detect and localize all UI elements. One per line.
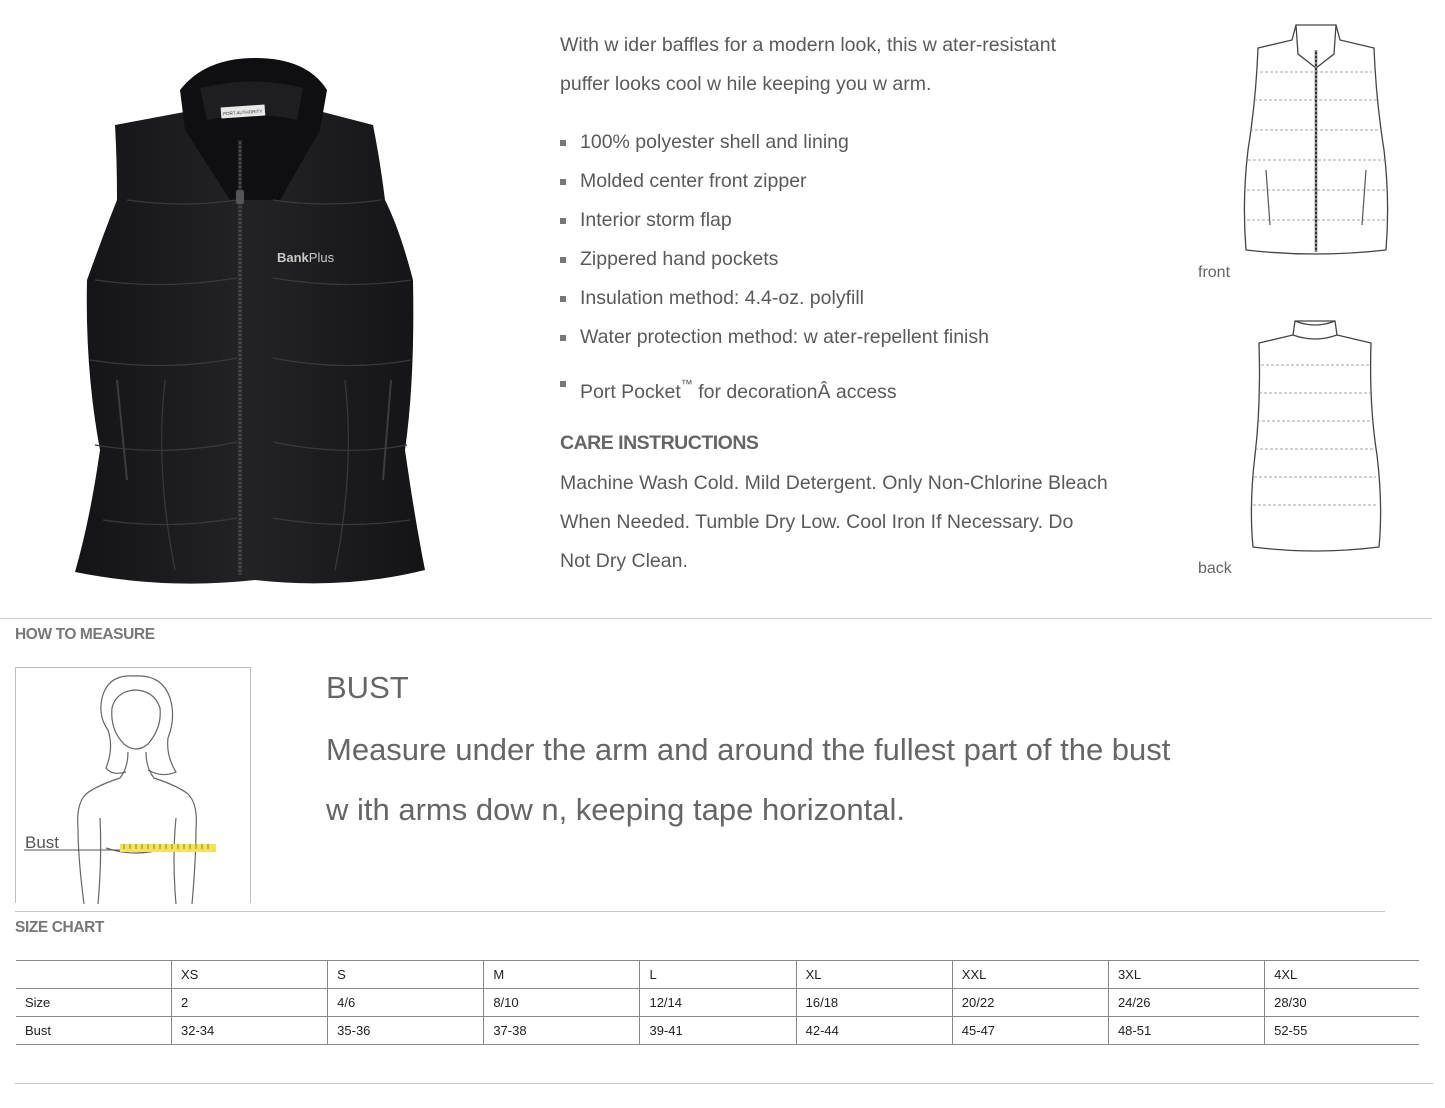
table-row (16, 1017, 1419, 1045)
table-header-cell: XXL (952, 961, 1108, 989)
table-cell: 20/22 (952, 989, 1108, 1017)
table-cell: 52-55 (1265, 1017, 1419, 1045)
care-line: Machine Wash Cold. Mild Detergent. Only Non-Chlorine Bleach (560, 472, 1108, 494)
product-description (560, 26, 1160, 104)
table-cell: 32-34 (172, 1017, 328, 1045)
table-cell: 39-41 (640, 1017, 796, 1045)
feature-item: Insulation method: 4.4-oz. polyfill (558, 279, 1178, 318)
table-header-cell: S (328, 961, 484, 989)
care-instructions (560, 464, 1160, 581)
table-header-cell: L (640, 961, 796, 989)
table-cell: 35-36 (328, 1017, 484, 1045)
table-cell: 2 (172, 989, 328, 1017)
table-cell: Bust (16, 1017, 172, 1045)
bust-instructions (326, 720, 1286, 840)
feature-list (558, 123, 1178, 407)
table-header-row (16, 961, 1419, 989)
table-header-cell (16, 961, 172, 989)
back-view-label: back (1198, 560, 1232, 577)
measure-figure (15, 667, 251, 903)
feature-item: 100% polyester shell and lining (558, 123, 1178, 162)
feature-item: Interior storm flap (558, 201, 1178, 240)
vest-front-drawing (1240, 20, 1390, 260)
table-cell: 12/14 (640, 989, 796, 1017)
size-chart-heading: SIZE CHART (15, 919, 105, 936)
front-view-label: front (1198, 264, 1231, 281)
bust-instruction-line: w ith arms dow n, keeping tape horizontal. (326, 792, 905, 827)
feature-item: Molded center front zipper (558, 162, 1178, 201)
table-cell: 16/18 (796, 989, 952, 1017)
feature-item: Zippered hand pockets (558, 240, 1178, 279)
how-to-measure-heading: HOW TO MEASURE (15, 626, 155, 643)
bust-title: BUST (326, 670, 409, 705)
section-divider (0, 618, 1432, 619)
table-header-cell: 3XL (1108, 961, 1264, 989)
table-header-cell: XS (172, 961, 328, 989)
table-cell: 24/26 (1108, 989, 1264, 1017)
table-cell: 45-47 (952, 1017, 1108, 1045)
table-cell: 8/10 (484, 989, 640, 1017)
care-heading: CARE INSTRUCTIONS (560, 432, 759, 454)
care-line: Not Dry Clean. (560, 550, 688, 572)
brand-tag: PORT AUTHORITY (222, 108, 263, 117)
table-cell: 37-38 (484, 1017, 640, 1045)
bankplus-logo: BankPlus (277, 250, 335, 265)
description-line: With w ider baffles for a modern look, this w ater-resistant (560, 34, 1057, 56)
section-divider (15, 1083, 1433, 1084)
description-line: puffer looks cool w hile keeping you w arm. (560, 73, 932, 95)
table-cell: 28/30 (1265, 989, 1419, 1017)
table-header-cell: 4XL (1265, 961, 1419, 989)
trademark-mark: ™ (680, 377, 693, 391)
vest-product-image (55, 50, 455, 595)
table-cell: 48-51 (1108, 1017, 1264, 1045)
table-header-cell: XL (796, 961, 952, 989)
table-cell: 4/6 (328, 989, 484, 1017)
feature-item: Water protection method: w ater-repellent finish (558, 318, 1178, 357)
feature-item: Port Pocket™ for decorationÂ access (558, 357, 1178, 407)
bust-instruction-line: Measure under the arm and around the fullest part of the bust (326, 732, 1171, 767)
bust-measure-illustration (16, 668, 250, 904)
size-chart-table (16, 960, 1419, 1045)
bust-figure-label: Bust (25, 833, 60, 852)
table-cell: 42-44 (796, 1017, 952, 1045)
section-divider (15, 911, 1385, 912)
vest-back-drawing (1245, 315, 1385, 555)
table-cell: Size (16, 989, 172, 1017)
table-row (16, 989, 1419, 1017)
table-header-cell: M (484, 961, 640, 989)
care-line: When Needed. Tumble Dry Low. Cool Iron If Necessary. Do (560, 511, 1074, 533)
